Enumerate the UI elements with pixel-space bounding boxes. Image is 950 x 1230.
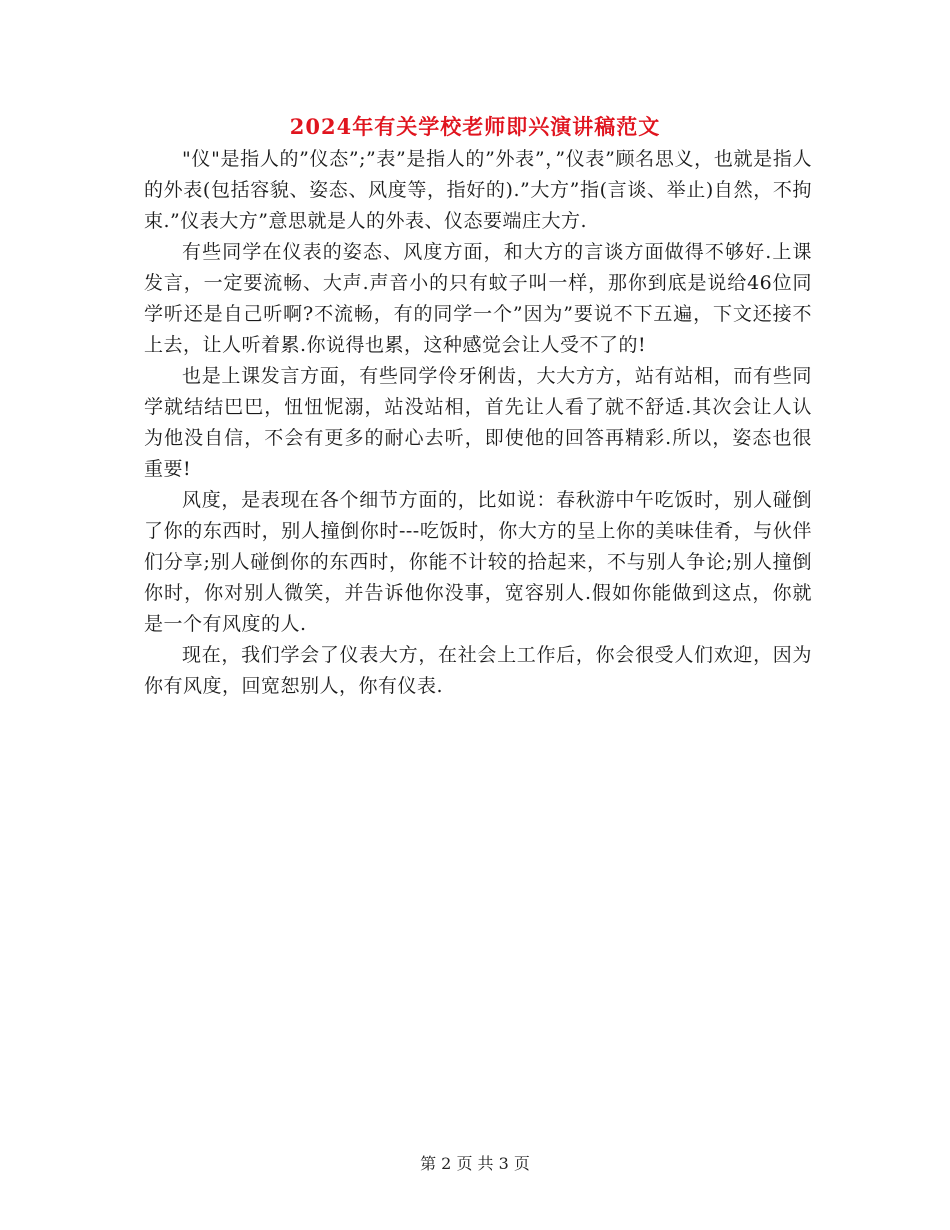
paragraph-4: 风度，是表现在各个细节方面的，比如说：春秋游中午吃饭时，别人碰倒了你的东西时，别人撞倒你时---吃饭时，你大方的呈上你的美味佳肴，与伙伴们分享;别人碰倒你的东西时，你能不计较的拾起来，不与别人争论;别人撞倒你时，你对别人微笑，并告诉他你没事，宽容别人.假如你能做到这点，你就是一个有风度的人. [144, 489, 812, 635]
page-footer [0, 1152, 950, 1176]
paragraph-5: 现在，我们学会了仪表大方，在社会上工作后，你会很受人们欢迎，因为你有风度，回宽恕别人，你有仪表. [144, 644, 812, 697]
document-body [144, 144, 812, 702]
paragraph-2: 有些同学在仪表的姿态、风度方面，和大方的言谈方面做得不够好.上课发言，一定要流畅、大声.声音小的只有蚊子叫一样，那你到底是说给46位同学听还是自己听啊?不流畅，有的同学一个”因为”要说不下五遍，下文还接不上去，让人听着累.你说得也累，这种感觉会让人受不了的! [144, 241, 812, 356]
paragraph-3: 也是上课发言方面，有些同学伶牙俐齿，大大方方，站有站相，而有些同学就结结巴巴，忸忸怩溺，站没站相，首先让人看了就不舒适.其次会让人认为他没自信，不会有更多的耐心去听，即使他的回答再精彩.所以，姿态也很重要! [144, 365, 812, 480]
page-number-label: 第 2 页 共 3 页 [420, 1154, 530, 1173]
paragraph-1: "仪"是指人的”仪态”;”表”是指人的”外表”，”仪表”顾名思义，也就是指人的外表(包括容貌、姿态、风度等，指好的).”大方”指(言谈、举止)自然，不拘束.”仪表大方”意思就是人的外表、仪态要端庄大方. [144, 148, 812, 232]
page-title: 2024年有关学校老师即兴演讲稿范文 [289, 114, 661, 139]
